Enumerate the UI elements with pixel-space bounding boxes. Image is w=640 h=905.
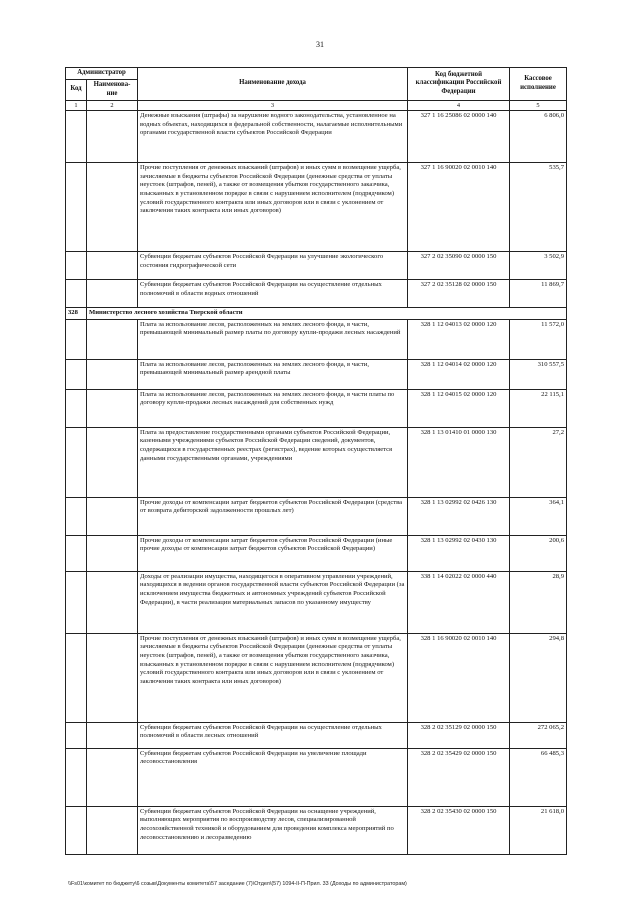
budget-code: 328 1 13 02992 02 0430 130	[408, 535, 510, 571]
cash-amount: 294,8	[510, 633, 567, 722]
column-numbers-row	[66, 100, 567, 110]
cash-amount: 21 618,0	[510, 806, 567, 854]
ministry-name: Министерство лесного хозяйства Тверской области	[87, 307, 567, 319]
header-budget-code: Код бюджетной классификации Российской Федерации	[408, 68, 510, 101]
budget-code: 328 2 02 35430 02 0000 150	[408, 806, 510, 854]
income-name: Прочие доходы от компенсации затрат бюджетов субъектов Российской Федерации (иные прочие доходы от компенсации затрат бюджетов субъектов Российской Федерации)	[138, 535, 408, 571]
income-name: Субвенции бюджетам субъектов Российской Федерации на осуществление отдельных полномочий в области водных отношений	[138, 279, 408, 307]
budget-code: 328 2 02 35129 02 0000 150	[408, 722, 510, 748]
income-name: Плата за использование лесов, расположенных на землях лесного фонда, в части, превышающей минимальный размер платы по договору купли-продажи лесных насаждений	[138, 319, 408, 359]
table-row	[66, 251, 567, 279]
table-row	[66, 497, 567, 535]
income-name: Плата за использование лесов, расположенных на землях лесного фонда, в части, превышающей минимальный размер арендной платы	[138, 359, 408, 389]
cash-amount: 3 502,9	[510, 251, 567, 279]
budget-code: 328 1 12 04015 02 0000 120	[408, 389, 510, 427]
table-row	[66, 722, 567, 748]
ministry-code: 328	[66, 307, 87, 319]
column-number: 4	[408, 100, 510, 110]
column-number: 1	[66, 100, 87, 110]
budget-code: 338 1 14 02022 02 0000 440	[408, 571, 510, 633]
budget-code: 328 1 12 04013 02 0000 120	[408, 319, 510, 359]
income-name: Денежные взыскания (штрафы) за нарушение водного законодательства, установленное на водных объектах, находящихся в федеральной собственности, налагаемые исполнительными органами государственной власти субъектов Российской Федерации	[138, 110, 408, 162]
budget-code: 328 1 13 02992 02 0426 130	[408, 497, 510, 535]
footer-file-path: \\Fs01\комитет по бюджету\6 созыв\Документы комитета\57 заседание (7)\Отдел\(57) 1094-II-П-Прил. 33 (Доходы по администраторам)	[68, 881, 407, 887]
budget-code: 327 1 16 90020 02 0010 140	[408, 162, 510, 251]
table-row	[66, 162, 567, 251]
header-code: Код	[66, 80, 87, 101]
budget-code: 327 1 16 25086 02 0000 140	[408, 110, 510, 162]
revenue-table	[65, 67, 567, 855]
budget-code: 327 2 02 35090 02 0000 150	[408, 251, 510, 279]
table-row	[66, 571, 567, 633]
cash-amount: 66 485,3	[510, 748, 567, 806]
ministry-row	[66, 307, 567, 319]
page-number: 31	[316, 40, 324, 49]
cash-amount: 6 806,0	[510, 110, 567, 162]
cash-amount: 272 065,2	[510, 722, 567, 748]
cash-amount: 310 557,5	[510, 359, 567, 389]
income-name: Прочие доходы от компенсации затрат бюджетов субъектов Российской Федерации (средства от возврата дебиторской задолженности прошлых лет)	[138, 497, 408, 535]
income-name: Плата за предоставление государственными органами субъектов Российской Федерации, казенными учреждениями субъектов Российской Федерации сведений, документов, содержащихся в государственных реестрах (регистрах), ведение которых осуществляется данными государственными органами, учреждениями	[138, 427, 408, 497]
table-row	[66, 110, 567, 162]
budget-code: 328 2 02 35429 02 0000 150	[408, 748, 510, 806]
budget-code: 327 2 02 35128 02 0000 150	[408, 279, 510, 307]
table-row	[66, 806, 567, 854]
income-name: Прочие поступления от денежных взысканий (штрафов) и иных сумм в возмещение ущерба, зачисляемые в бюджеты субъектов Российской Федерации (денежные средства от уплаты неустоек (штрафов, пеней), а также от возмещения убытков государственного заказчика, взысканных в установленном порядке в связи с нарушением исполнителем (подрядчиком) условий государственного контракта или иных договоров или в связи с уклонением от заключения таких контракта или иных договоров)	[138, 633, 408, 722]
income-name: Субвенции бюджетам субъектов Российской Федерации на осуществление отдельных полномочий в области лесных отношений	[138, 722, 408, 748]
table-row	[66, 389, 567, 427]
table-row	[66, 319, 567, 359]
cash-amount: 364,1	[510, 497, 567, 535]
table-row	[66, 535, 567, 571]
column-number: 3	[138, 100, 408, 110]
budget-code: 328 1 12 04014 02 0000 120	[408, 359, 510, 389]
income-name: Субвенции бюджетам субъектов Российской Федерации на улучшение экологического состояния гидрографической сети	[138, 251, 408, 279]
budget-code: 328 1 13 01410 01 0000 130	[408, 427, 510, 497]
income-name: Плата за использование лесов, расположенных на землях лесного фонда, в части платы по договору купли-продажи лесных насаждений для собственных нужд	[138, 389, 408, 427]
table-row	[66, 633, 567, 722]
header-cash-execution: Кассовое исполнение	[510, 68, 567, 101]
table-row	[66, 279, 567, 307]
column-number: 2	[87, 100, 138, 110]
table-row	[66, 427, 567, 497]
income-name: Субвенции бюджетам субъектов Российской Федерации на оснащение учреждений, выполняющих мероприятия по воспроизводству лесов, специализированной лесохозяйственной техникой и оборудованием для проведения комплекса мероприятий по лесовосстановлению и лесоразведению	[138, 806, 408, 854]
column-number: 5	[510, 100, 567, 110]
header-admin-name: Наименова-ние	[87, 80, 138, 101]
income-name: Прочие поступления от денежных взысканий (штрафов) и иных сумм в возмещение ущерба, зачисляемые в бюджеты субъектов Российской Федерации (денежные средства от уплаты неустоек (штрафов, пеней), а также от возмещения убытков государственного заказчика, взысканных в установленном порядке в связи с нарушением исполнителем (подрядчиком) условий государственного контракта или иных договоров или в связи с уклонением от заключения таких контракта или иных договоров)	[138, 162, 408, 251]
cash-amount: 535,7	[510, 162, 567, 251]
income-name: Субвенции бюджетам субъектов Российской Федерации на увеличение площади лесовосстановления	[138, 748, 408, 806]
cash-amount: 28,9	[510, 571, 567, 633]
income-name: Доходы от реализации имущества, находящегося в оперативном управлении учреждений, находящихся в ведении органов государственной власти субъектов Российской Федерации (за исключением имущества бюджетных и автономных учреждений субъектов Российской Федерации), в части реализации материальных запасов по указанному имуществу	[138, 571, 408, 633]
cash-amount: 11 869,7	[510, 279, 567, 307]
budget-code: 328 1 16 90020 02 0010 140	[408, 633, 510, 722]
cash-amount: 22 115,1	[510, 389, 567, 427]
cash-amount: 200,6	[510, 535, 567, 571]
cash-amount: 27,2	[510, 427, 567, 497]
cash-amount: 11 572,0	[510, 319, 567, 359]
table-row	[66, 359, 567, 389]
header-administrator: Администратор	[66, 68, 138, 80]
table-row	[66, 748, 567, 806]
header-income-name: Наименование дохода	[138, 68, 408, 101]
